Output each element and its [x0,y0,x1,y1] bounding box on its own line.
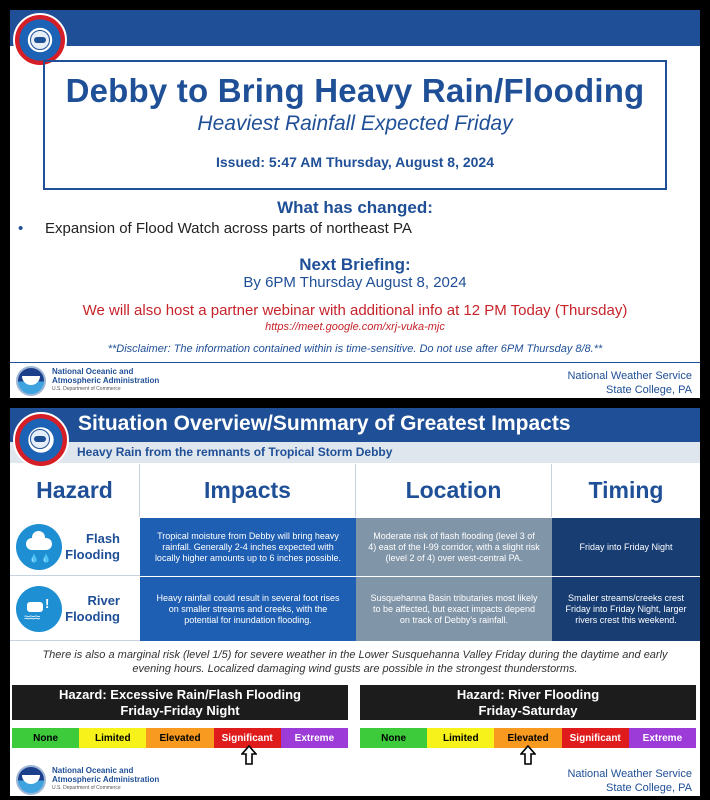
noaa-brand [16,765,216,795]
column-header-location: Location [356,464,552,517]
changes-list-item [18,220,412,237]
webinar-notice: We will also host a partner webinar with additional info at 12 PM Today (Thursday) [82,302,628,319]
overview-slide [10,408,700,796]
noaa-name-line1: National Oceanic and [52,766,134,775]
nws-office-location: State College, PA [605,782,692,794]
noaa-department: U.S. Department of Commerce [52,785,121,791]
hazard-name: River [87,592,120,608]
page-subtitle: Heaviest Rainfall Expected Friday [197,112,513,135]
noaa-brand [16,366,216,396]
hazard-name: Flooding [65,608,120,624]
level-none: None [12,728,79,748]
table-cell-location: Moderate risk of flash flooding (level 3 of 4) east of the I-99 corridor, with a slight risk (level 2 of 4) over west-central PA. [356,518,552,576]
table-cell-location: Susquehanna Basin tributaries most likely to be affected, but exact impacts depend on track of Debby's rainfall. [356,577,552,641]
level-none: None [360,728,427,748]
overview-subtitle: Heavy Rain from the remnants of Tropical Storm Debby [77,445,393,459]
hazard-name: Flash [86,530,120,546]
noaa-name-line1: National Oceanic and [52,367,134,376]
nws-office-name: National Weather Service [567,370,692,382]
nws-office [567,767,692,795]
column-header-timing: Timing [588,477,664,503]
hazard-scale-name: Hazard: River Flooding [456,687,600,702]
noaa-name-line2: Atmospheric Administration [52,775,160,784]
selected-level-arrow-icon [241,745,257,765]
level-extreme: Extreme [629,728,696,748]
overview-title: Situation Overview/Summary of Greatest Impacts [78,412,571,435]
table-cell-timing: Friday into Friday Night [552,518,700,576]
level-limited: Limited [427,728,494,748]
nws-office-name: National Weather Service [567,768,692,780]
level-limited: Limited [79,728,146,748]
hazard-scale-period: Friday-Saturday [478,703,578,718]
table-cell-impacts: Tropical moisture from Debby will bring heavy rainfall. Generally 2-4 inches expected with locally higher amounts up to 6 inches possible. [140,518,356,576]
hazard-name: Flooding [65,546,120,562]
title-box [43,60,667,190]
column-header-impacts: Impacts [140,464,356,517]
noaa-department: U.S. Department of Commerce [52,386,121,392]
flooded-car-icon: ! ≈≈≈ [16,586,62,632]
table-row-hazard [10,577,140,641]
issued-time: Issued: 5:47 AM Thursday, August 8, 2024 [215,154,494,170]
nws-office [567,369,692,397]
bullet-icon: • [18,220,24,237]
webinar-link[interactable]: https://meet.google.com/xrj-vuka-mjc [265,321,445,333]
level-significant: Significant [562,728,629,748]
hazard-scale-period: Friday-Friday Night [120,703,240,718]
column-header-hazard: Hazard [10,464,140,517]
selected-level-arrow-icon [520,745,536,765]
briefing-slide [10,10,700,398]
rain-cloud-icon: 💧💧 [16,524,62,570]
hazard-level-scale [12,728,348,748]
table-row-hazard [10,518,140,576]
disclaimer: **Disclaimer: The information contained within is time-sensitive. Do not use after 6PM Thursday 8/8.** [107,343,603,355]
header-bar [10,10,700,46]
overview-header [10,408,700,442]
table-cell-timing: Smaller streams/creeks crest Friday into Friday Night, larger rivers crest this weekend. [552,577,700,641]
noaa-logo-icon [16,366,46,396]
level-elevated: Elevated [146,728,213,748]
changes-heading: What has changed: [277,198,433,217]
noaa-logo-icon [16,765,46,795]
table-cell-impacts: Heavy rainfall could result in several foot rises on smaller streams and creeks, with the potential for inundation flooding. [140,577,356,641]
level-extreme: Extreme [281,728,348,748]
marginal-risk-note: There is also a marginal risk (level 1/5) for severe weather in the Lower Susquehanna Valley Friday during the daytime and early evening hours. Localized damaging wind gusts are possible in the strongest thunderstorms. [42,649,668,675]
nws-office-location: State College, PA [605,384,692,396]
changes-text: Expansion of Flood Watch across parts of northeast PA [45,220,412,237]
next-briefing-heading: Next Briefing: [299,255,411,274]
footer-divider [10,362,700,363]
hazard-scale-title [12,685,348,720]
nws-logo-icon [13,412,69,468]
noaa-name-line2: Atmospheric Administration [52,376,160,385]
hazard-scale-name: Hazard: Excessive Rain/Flash Flooding [58,687,301,702]
level-significant: Significant [214,728,281,748]
overview-subheader [10,442,700,463]
next-briefing-time: By 6PM Thursday August 8, 2024 [243,274,467,291]
level-elevated: Elevated [494,728,561,748]
hazard-scale-title [360,685,696,720]
page-title: Debby to Bring Heavy Rain/Flooding [65,72,645,109]
nws-logo-icon [13,13,67,67]
